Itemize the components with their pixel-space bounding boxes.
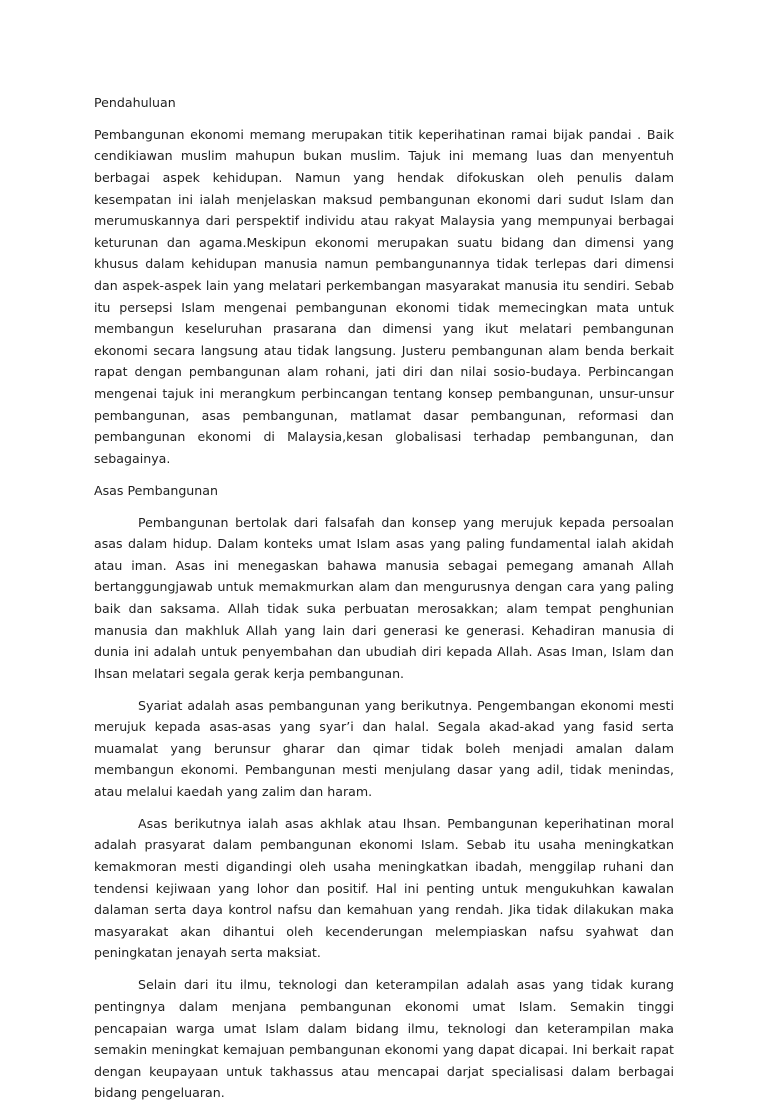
section-heading-pendahuluan: Pendahuluan (94, 95, 176, 110)
section-heading-asas-pembangunan: Asas Pembangunan (94, 482, 218, 498)
asas-paragraph-akhlak: Asas berikutnya ialah asas akhlak atau Ihsan. Pembangunan keperihatinan moral adalah prasyarat dalam pembangunan ekonomi Islam. Sebab itu usaha meningkatkan kemakmoran mesti digandingi oleh usaha meningkatkan ibadah, menggilap ruhani dan tendensi kejiwaan yang lohor dan positif. Hal ini penting untuk mengukuhkan kawalan dalaman serta daya kontrol nafsu dan kemahuan yang rendah. Jika tidak dilakukan maka masyarakat akan dihantui oleh kecenderungan melempiaskan nafsu syahwat dan peningkatan jenayah serta maksiat. (94, 815, 674, 961)
asas-paragraph-syariat: Syariat adalah asas pembangunan yang berikutnya. Pengembangan ekonomi mesti merujuk kepada asas-asas yang syar’i dan halal. Segala akad-akad yang fasid serta muamalat yang berunsur gharar dan qimar tidak boleh menjadi amalan dalam membangun ekonomi. Pembangunan mesti menjulang dasar yang adil, tidak menindas, atau melalui kaedah yang zalim dan haram. (94, 697, 674, 799)
asas-paragraph-iman: Pembangunan bertolak dari falsafah dan konsep yang merujuk kepada persoalan asas dalam hidup. Dalam konteks umat Islam asas yang paling fundamental ialah akidah atau iman. Asas ini menegaskan bahawa manusia sebagai pemegang amanah Allah bertanggungjawab untuk memakmurkan alam dan mengurusnya dengan cara yang paling baik dan saksama. Allah tidak suka perbuatan merosakkan; alam tempat penghunian manusia dan makhluk Allah yang lain dari generasi ke generasi. Kehadiran manusia di dunia ini adalah untuk penyembahan dan ubudiah diri kepada Allah. Asas Iman, Islam dan Ihsan melatari segala gerak kerja pembangunan. (94, 514, 674, 681)
intro-paragraph: Pembangunan ekonomi memang merupakan titik keperihatinan ramai bijak pandai . Baik cendikiawan muslim mahupun bukan muslim. Tajuk ini memang luas dan menyentuh berbagai aspek kehidupan. Namun yang hendak difokuskan oleh penulis dalam kesempatan ini ialah menjelaskan maksud pembangunan ekonomi dari sudut Islam dan merumuskannya dari perspektif individu atau rakyat Malaysia yang mempunyai berbagai keturunan dan agama.Meskipun ekonomi merupakan suatu bidang dan dimensi yang khusus dalam kehidupan manusia namun pembangunannya tidak terlepas dari dimensi dan aspek-aspek lain yang melatari perkembangan masyarakat manusia itu sendiri. Sebab itu persepsi Islam mengenai pembangunan ekonomi tidak memecingkan mata untuk membangun keseluruhan prasarana dan dimensi yang ikut melatari pembangunan ekonomi secara langsung atau tidak langsung. Justeru pembangunan alam benda berkait rapat dengan pembangunan alam rohani, jati diri dan nilai sosio-budaya. Perbincangan mengenai tajuk ini merangkum perbincangan tentang konsep pembangunan, unsur-unsur pembangunan, asas pembangunan, matlamat dasar pembangunan, reformasi dan pembangunan ekonomi di Malaysia,kesan globalisasi terhadap pembangunan, dan sebagainya. (94, 126, 674, 466)
asas-paragraph-ilmu: Selain dari itu ilmu, teknologi dan keterampilan adalah asas yang tidak kurang pentingnya dalam menjana pembangunan ekonomi umat Islam. Semakin tinggi pencapaian warga umat Islam dalam bidang ilmu, teknologi dan keterampilan maka semakin meningkat kemajuan pembangunan ekonomi yang dapat dicapai. Ini berkait rapat dengan keupayaan untuk takhassus atau mencapai darjat specialisasi dalam berbagai bidang pengeluaran. (94, 977, 674, 1101)
document-page (94, 92, 674, 1104)
